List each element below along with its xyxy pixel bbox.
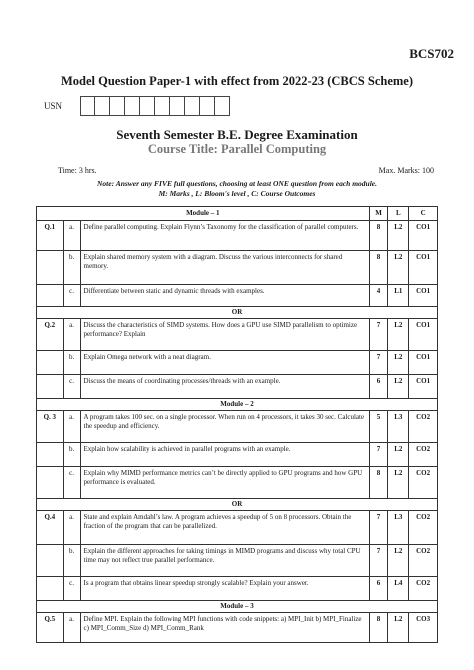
module-heading: Module – 1	[37, 207, 370, 221]
question-number: Q.1	[37, 221, 64, 251]
sub-question: a.	[63, 319, 80, 351]
question-marks: 6	[369, 375, 388, 399]
question-text: Discuss the characteristics of SIMD systems. How does a GPU use SIMD parallelism to optimize performance? Explain	[80, 319, 369, 351]
note-line-1: Note: Answer any FIVE full questions, choosing at least ONE question from each module.	[97, 179, 377, 188]
sub-question: a.	[63, 411, 80, 443]
max-marks: Max. Marks: 100	[378, 166, 434, 175]
usn-box	[215, 96, 230, 116]
question-number	[37, 577, 64, 601]
table-row	[37, 351, 438, 375]
question-level: L2	[388, 613, 409, 643]
question-marks: 8	[369, 251, 388, 285]
usn-box	[185, 96, 200, 116]
question-level: L2	[388, 351, 409, 375]
sub-question: a.	[63, 613, 80, 643]
question-outcome: CO2	[409, 577, 438, 601]
usn-box	[125, 96, 140, 116]
usn-box	[110, 96, 125, 116]
module-row	[37, 601, 438, 613]
sub-question: c.	[63, 467, 80, 499]
question-outcome: CO2	[409, 511, 438, 545]
question-text: Explain shared memory system with a diagram. Discuss the various interconnects for shared memory.	[80, 251, 369, 285]
question-outcome: CO1	[409, 251, 438, 285]
exam-name: Seventh Semester B.E. Degree Examination	[116, 127, 358, 142]
question-marks: 5	[369, 411, 388, 443]
usn-label: USN	[44, 101, 63, 111]
instructions-note	[0, 179, 474, 199]
level-header: L	[388, 207, 409, 221]
question-level: L2	[388, 375, 409, 399]
question-number	[37, 285, 64, 307]
table-row	[37, 375, 438, 399]
usn-row	[44, 96, 230, 116]
usn-box	[200, 96, 215, 116]
module-row	[37, 399, 438, 411]
sub-question: c.	[63, 285, 80, 307]
question-outcome: CO3	[409, 613, 438, 643]
question-number: Q. 3	[37, 411, 64, 443]
question-marks: 7	[369, 443, 388, 467]
sub-question: c.	[63, 375, 80, 399]
question-outcome: CO1	[409, 375, 438, 399]
question-outcome: CO2	[409, 411, 438, 443]
question-marks: 4	[369, 285, 388, 307]
question-outcome: CO2	[409, 545, 438, 577]
question-outcome: CO1	[409, 351, 438, 375]
question-level: L2	[388, 251, 409, 285]
question-level: L2	[388, 221, 409, 251]
question-marks: 8	[369, 467, 388, 499]
question-marks: 7	[369, 351, 388, 375]
question-text: Explain Omega network with a neat diagram.	[80, 351, 369, 375]
question-level: L2	[388, 443, 409, 467]
question-marks: 8	[369, 613, 388, 643]
module-heading: Module – 3	[37, 601, 438, 613]
usn-box	[155, 96, 170, 116]
sub-question: b.	[63, 351, 80, 375]
marks-header: M	[369, 207, 388, 221]
table-row	[37, 251, 438, 285]
question-outcome: CO1	[409, 285, 438, 307]
usn-box	[80, 96, 95, 116]
module-heading: Module – 2	[37, 399, 438, 411]
or-row	[37, 499, 438, 511]
questions-table	[36, 206, 438, 643]
course-title: Course Title: Parallel Computing	[147, 142, 327, 156]
usn-box	[95, 96, 110, 116]
question-number	[37, 545, 64, 577]
note-line-2: M: Marks , L: Bloom's level , C: Course Outcomes	[158, 189, 316, 198]
question-level: L2	[388, 319, 409, 351]
sub-question: b.	[63, 443, 80, 467]
question-text: A program takes 100 sec. on a single processor. When run on 4 processors, it takes 30 sec. Calculate the speedup and efficiency.	[80, 411, 369, 443]
usn-boxes	[80, 96, 230, 116]
or-row	[37, 307, 438, 319]
question-text: Define parallel computing. Explain Flynn’s Taxonomy for the classification of parallel computers.	[80, 221, 369, 251]
question-marks: 6	[369, 577, 388, 601]
question-marks: 7	[369, 511, 388, 545]
table-row	[37, 577, 438, 601]
question-text: Differentiate between static and dynamic threads with examples.	[80, 285, 369, 307]
time-allowed: Time: 3 hrs.	[58, 166, 97, 175]
table-row	[37, 285, 438, 307]
question-level: L3	[388, 411, 409, 443]
table-row	[37, 319, 438, 351]
question-text: Explain the different approaches for taking timings in MIMD programs and discuss why total CPU time may not reflect true parallel performance.	[80, 545, 369, 577]
question-level: L2	[388, 545, 409, 577]
sub-question: a.	[63, 511, 80, 545]
subject-code: BCS702	[409, 46, 454, 61]
question-outcome: CO1	[409, 221, 438, 251]
or-label: OR	[37, 499, 438, 511]
table-row	[37, 411, 438, 443]
question-text: Explain how scalability is achieved in parallel programs with an example.	[80, 443, 369, 467]
usn-box	[170, 96, 185, 116]
question-number: Q.4	[37, 511, 64, 545]
question-number	[37, 467, 64, 499]
outcome-header: C	[409, 207, 438, 221]
table-row	[37, 545, 438, 577]
sub-question: c.	[63, 577, 80, 601]
question-number	[37, 351, 64, 375]
sub-question: b.	[63, 545, 80, 577]
question-text: Discuss the means of coordinating processes/threads with an example.	[80, 375, 369, 399]
question-text: Is a program that obtains linear speedup strongly scalable? Explain your answer.	[80, 577, 369, 601]
question-text: State and explain Amdahl’s law. A program achieves a speedup of 5 on 8 processors. Obtain the fraction of the program that can be parallelized.	[80, 511, 369, 545]
question-number	[37, 375, 64, 399]
question-level: L2	[388, 467, 409, 499]
table-row	[37, 221, 438, 251]
sub-question: b.	[63, 251, 80, 285]
question-number: Q.2	[37, 319, 64, 351]
table-row	[37, 613, 438, 643]
question-outcome: CO2	[409, 443, 438, 467]
question-marks: 8	[369, 221, 388, 251]
question-outcome: CO2	[409, 467, 438, 499]
question-number	[37, 251, 64, 285]
table-row	[37, 511, 438, 545]
question-marks: 7	[369, 545, 388, 577]
usn-box	[140, 96, 155, 116]
question-level: L1	[388, 285, 409, 307]
table-row	[37, 467, 438, 499]
question-outcome: CO1	[409, 319, 438, 351]
sub-question: a.	[63, 221, 80, 251]
paper-title: Model Question Paper-1 with effect from 2022-23 (CBCS Scheme)	[60, 74, 413, 88]
question-level: L3	[388, 511, 409, 545]
question-marks: 7	[369, 319, 388, 351]
question-number: Q.5	[37, 613, 64, 643]
question-number	[37, 443, 64, 467]
table-row	[37, 443, 438, 467]
table-header-row	[37, 207, 438, 221]
or-label: OR	[37, 307, 438, 319]
question-text: Explain why MIMD performance metrics can’t be directly applied to GPU programs and how GPU performance is evaluated.	[80, 467, 369, 499]
question-level: L4	[388, 577, 409, 601]
question-text: Define MPI. Explain the following MPI functions with code snippets: a) MPI_Init b) MPI_Finalize c) MPI_Comm_Size d) MPI_Comm_Rank	[80, 613, 369, 643]
